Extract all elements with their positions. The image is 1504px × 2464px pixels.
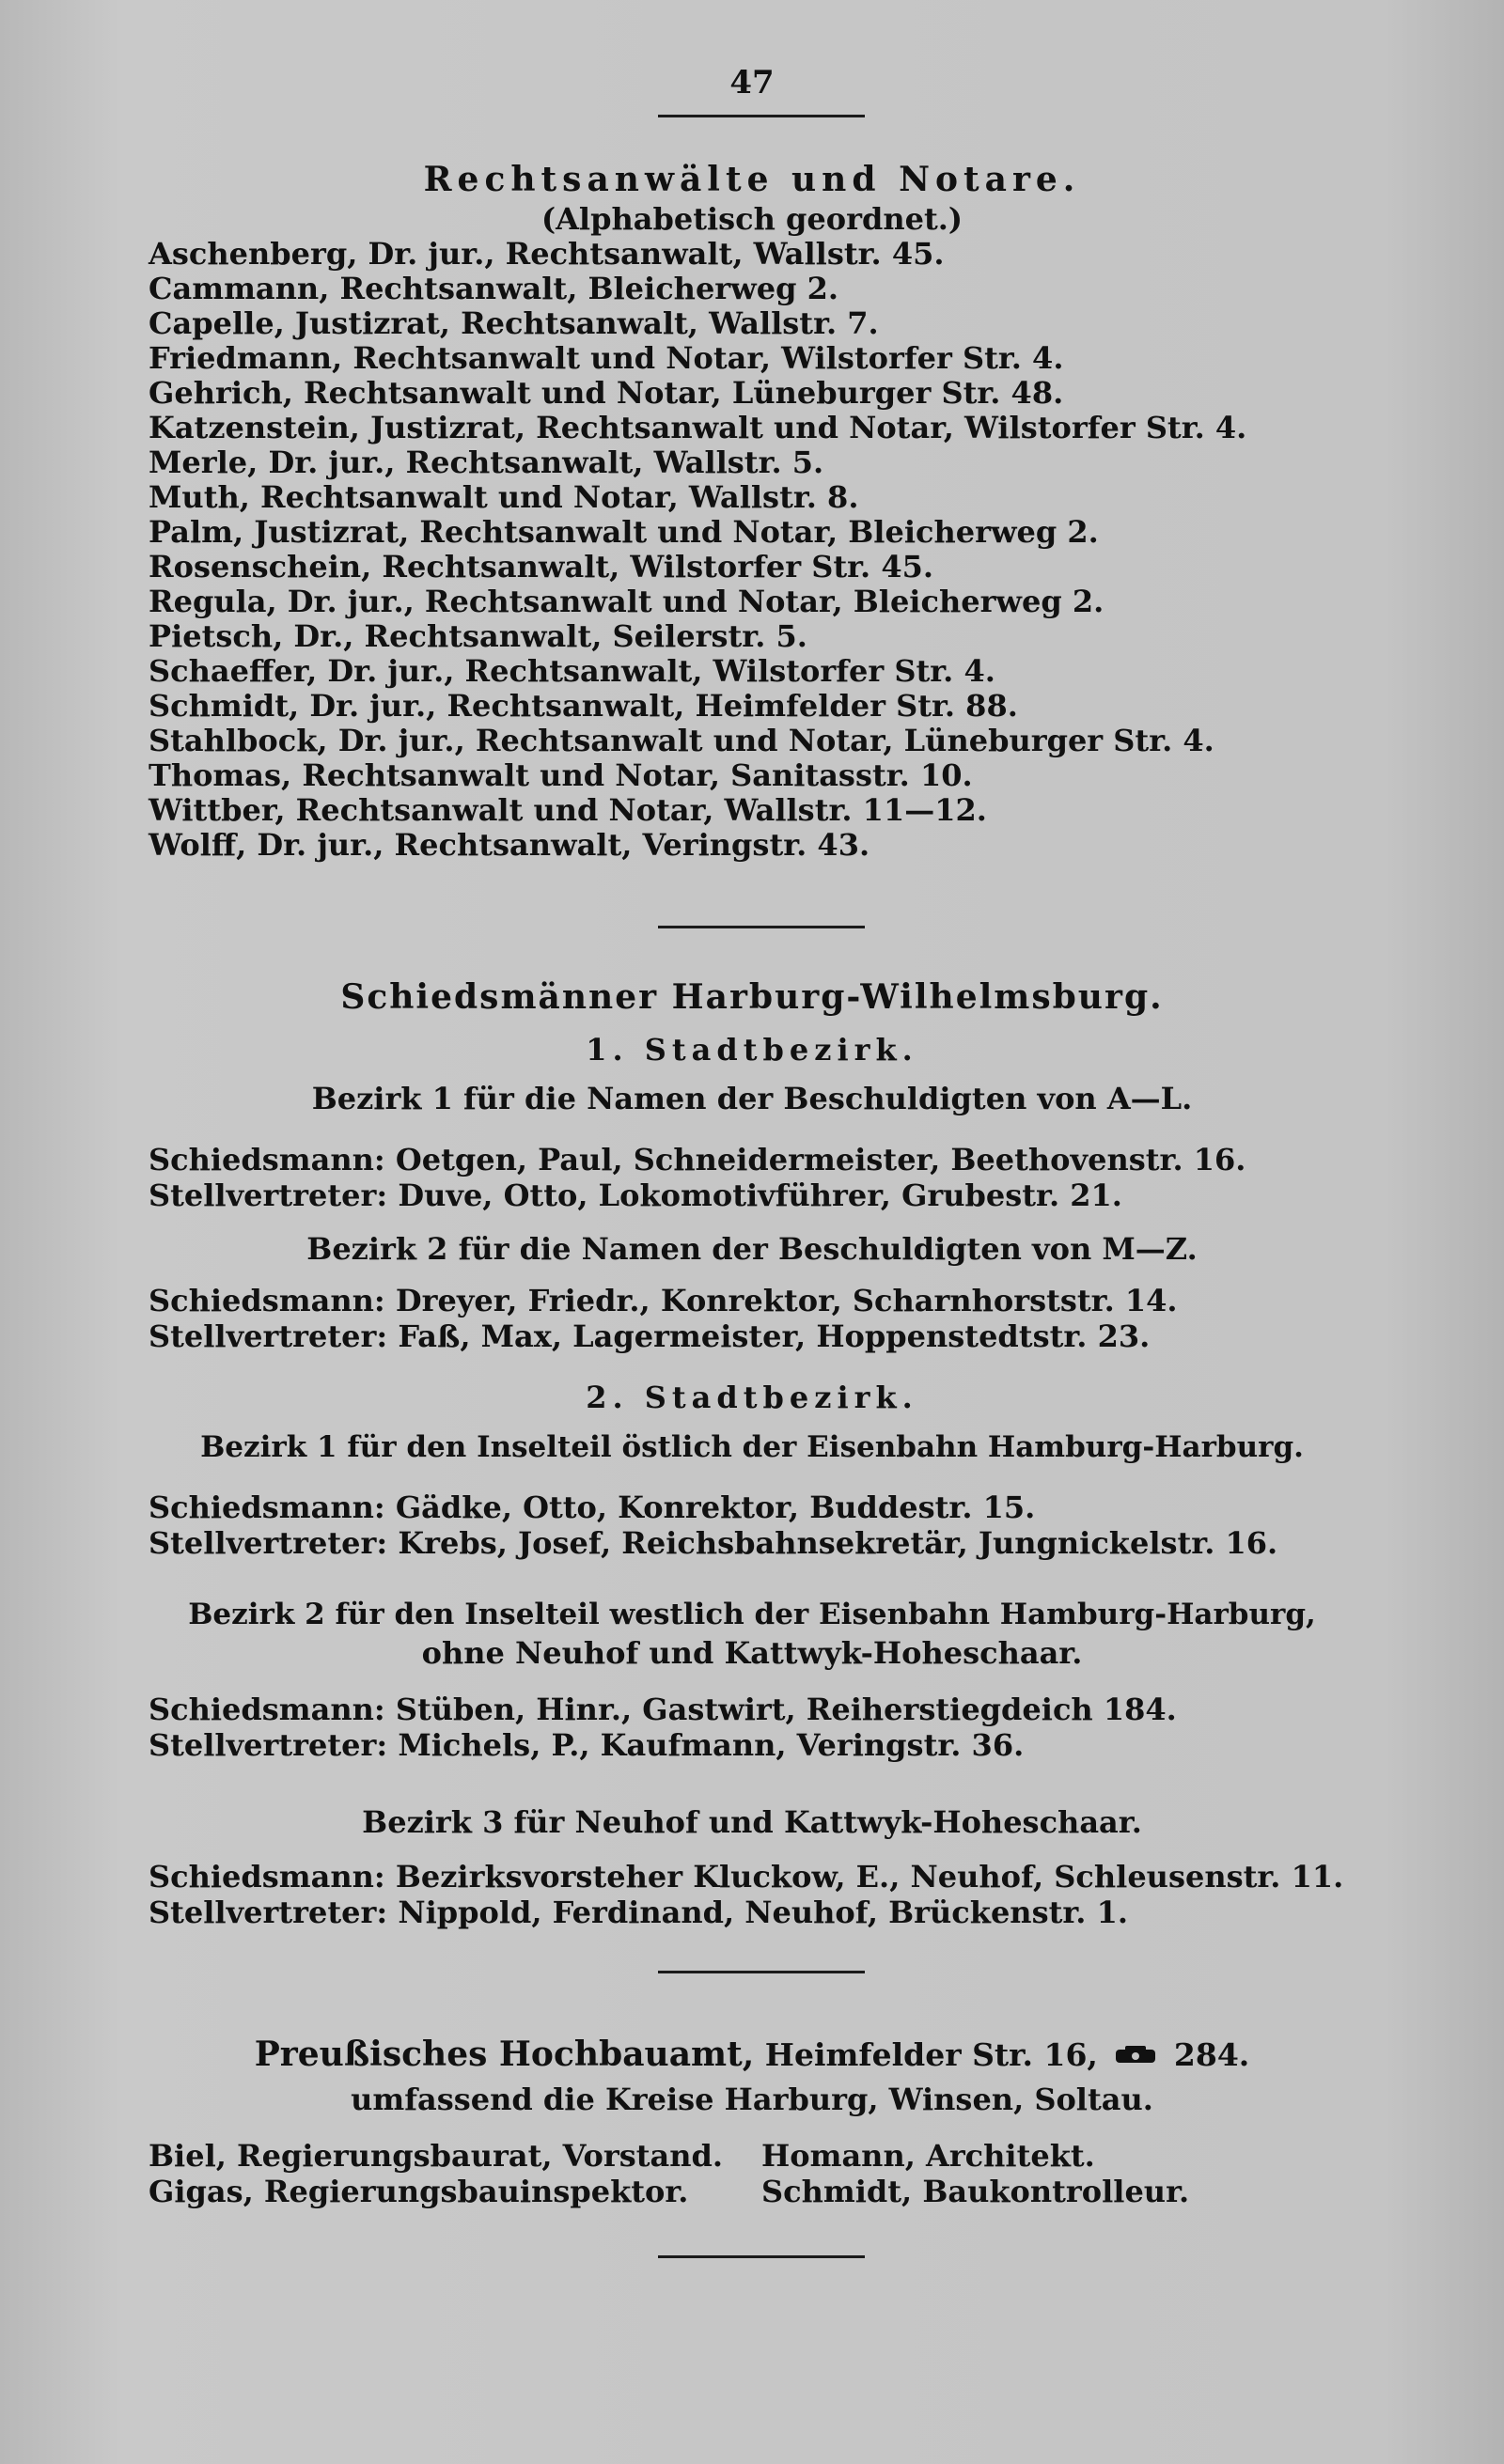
bezirk-title: Bezirk 1 für die Namen der Beschuldigten von A—L. bbox=[311, 1081, 1193, 1116]
bezirk-title: Bezirk 2 für die Namen der Beschuldigten von M—Z. bbox=[306, 1231, 1198, 1267]
lawyer-list bbox=[149, 237, 1333, 863]
list-item: Capelle, Justizrat, Rechtsanwalt, Wallstr. 7. bbox=[149, 305, 879, 341]
section-title-lawyers: Rechtsanwälte und Notare. bbox=[423, 160, 1081, 199]
bezirk-title-continuation: ohne Neuhof und Kattwyk-Hoheschaar. bbox=[421, 1635, 1083, 1671]
district-heading: 1. Stadtbezirk. bbox=[586, 1032, 918, 1068]
office-heading-line bbox=[0, 2035, 1504, 2076]
office-address: Heimfelder Str. 16, bbox=[764, 2036, 1098, 2073]
arbitrator-line: Schiedsmann: Gädke, Otto, Konrektor, Buddestr. 15. bbox=[149, 1489, 1036, 1525]
list-item: Aschenberg, Dr. jur., Rechtsanwalt, Wallstr. 45. bbox=[149, 236, 945, 272]
list-item: Pietsch, Dr., Rechtsanwalt, Seilerstr. 5. bbox=[149, 618, 807, 654]
deputy-line: Stellvertreter: Michels, P., Kaufmann, Veringstr. 36. bbox=[149, 1727, 1025, 1763]
list-item: Regula, Dr. jur., Rechtsanwalt und Notar, Bleicherweg 2. bbox=[149, 584, 1104, 619]
bezirk-title: Bezirk 1 für den Inselteil östlich der Eisenbahn Hamburg-Harburg. bbox=[200, 1430, 1304, 1464]
staff-right-2: Schmidt, Baukontrolleur. bbox=[761, 2174, 1190, 2209]
bezirk-title: Bezirk 3 für Neuhof und Kattwyk-Hoheschaar. bbox=[362, 1804, 1142, 1840]
page-number-rule bbox=[658, 115, 865, 117]
list-item: Wolff, Dr. jur., Rechtsanwalt, Veringstr. 43. bbox=[149, 827, 870, 863]
section-title-arbitrators: Schiedsmänner Harburg-Wilhelmsburg. bbox=[340, 977, 1164, 1017]
section-divider bbox=[658, 2255, 865, 2258]
list-item: Muth, Rechtsanwalt und Notar, Wallstr. 8. bbox=[149, 479, 859, 515]
arbitrator-line: Schiedsmann: Bezirksvorsteher Kluckow, E., Neuhof, Schleusenstr. 11. bbox=[149, 1859, 1344, 1895]
list-item: Wittber, Rechtsanwalt und Notar, Wallstr. 11—12. bbox=[149, 792, 987, 828]
list-item: Merle, Dr. jur., Rechtsanwalt, Wallstr. 5. bbox=[149, 444, 824, 480]
list-item: Gehrich, Rechtsanwalt und Notar, Lüneburger Str. 48. bbox=[149, 375, 1064, 411]
section-subtitle-alphabetical: (Alphabetisch geordnet.) bbox=[540, 201, 964, 237]
list-item: Schaeffer, Dr. jur., Rechtsanwalt, Wilstorfer Str. 4. bbox=[149, 653, 995, 689]
office-scope: umfassend die Kreise Harburg, Winsen, Soltau. bbox=[351, 2082, 1153, 2117]
list-item: Cammann, Rechtsanwalt, Bleicherweg 2. bbox=[149, 271, 838, 306]
list-item: Palm, Justizrat, Rechtsanwalt und Notar, Bleicherweg 2. bbox=[149, 514, 1099, 550]
staff-left-1: Biel, Regierungsbaurat, Vorstand. bbox=[149, 2138, 724, 2174]
deputy-line: Stellvertreter: Krebs, Josef, Reichsbahnsekretär, Jungnickelstr. 16. bbox=[149, 1525, 1278, 1561]
section-divider bbox=[658, 926, 865, 928]
staff-right-1: Homann, Architekt. bbox=[761, 2138, 1095, 2174]
deputy-line: Stellvertreter: Nippold, Ferdinand, Neuhof, Brückenstr. 1. bbox=[149, 1895, 1128, 1930]
list-item: Katzenstein, Justizrat, Rechtsanwalt und Notar, Wilstorfer Str. 4. bbox=[149, 410, 1247, 445]
arbitrator-line: Schiedsmann: Oetgen, Paul, Schneidermeister, Beethovenstr. 16. bbox=[149, 1142, 1246, 1177]
arbitrator-line: Schiedsmann: Dreyer, Friedr., Konrektor, Scharnhorststr. 14. bbox=[149, 1283, 1178, 1318]
telephone-icon bbox=[1114, 2039, 1157, 2076]
office-phone: 284. bbox=[1173, 2036, 1250, 2073]
bezirk-title: Bezirk 2 für den Inselteil westlich der Eisenbahn Hamburg-Harburg, bbox=[188, 1598, 1316, 1631]
section-divider bbox=[658, 1971, 865, 1973]
office-title: Preußisches Hochbauamt, bbox=[254, 2035, 755, 2074]
list-item: Stahlbock, Dr. jur., Rechtsanwalt und Notar, Lüneburger Str. 4. bbox=[149, 723, 1214, 758]
page-number: 47 bbox=[729, 64, 775, 101]
deputy-line: Stellvertreter: Faß, Max, Lagermeister, Hoppenstedtstr. 23. bbox=[149, 1318, 1151, 1354]
deputy-line: Stellvertreter: Duve, Otto, Lokomotivführer, Grubestr. 21. bbox=[149, 1177, 1122, 1213]
list-item: Thomas, Rechtsanwalt und Notar, Sanitasstr. 10. bbox=[149, 757, 973, 793]
list-item: Schmidt, Dr. jur., Rechtsanwalt, Heimfelder Str. 88. bbox=[149, 688, 1018, 724]
list-item: Friedmann, Rechtsanwalt und Notar, Wilstorfer Str. 4. bbox=[149, 340, 1064, 376]
staff-left-2: Gigas, Regierungsbauinspektor. bbox=[149, 2174, 689, 2209]
list-item: Rosenschein, Rechtsanwalt, Wilstorfer Str. 45. bbox=[149, 549, 933, 585]
arbitrator-line: Schiedsmann: Stüben, Hinr., Gastwirt, Reiherstiegdeich 184. bbox=[149, 1692, 1177, 1727]
district-heading: 2. Stadtbezirk. bbox=[586, 1380, 918, 1415]
